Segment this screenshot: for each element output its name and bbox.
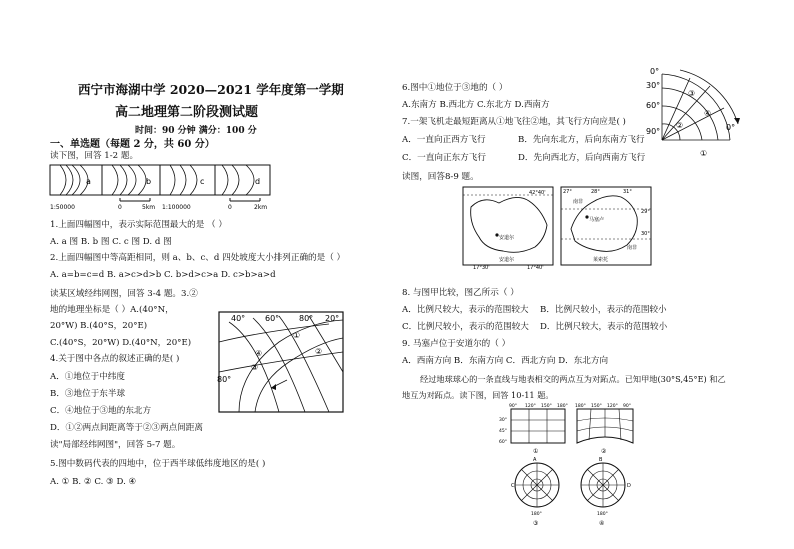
lesotho-coord-1: 27° — [563, 189, 572, 195]
proj-panel-3: ③ — [533, 520, 539, 527]
q3-intro-line3: 20°W) B.(40°S，20°E) — [50, 321, 148, 331]
q5-intro: 读"局部经纬网图"，回答 5-7 题。 — [50, 440, 181, 450]
proj-tl-2: 120° — [525, 404, 536, 409]
q1-stem: 1.上面四幅图中，表示实际范围最大的是 （ ） — [50, 220, 227, 230]
q7-option-d: D．先向西北方，后向西南方飞行 — [518, 153, 646, 163]
fig1-letter-c: c — [200, 177, 205, 186]
q8-option-a: A．比例尺较大，表示的范围较大 — [402, 305, 529, 315]
andorra-coord-1: 42°40' — [529, 190, 546, 196]
polar-point-3: ③ — [688, 89, 696, 98]
q7-option-b: B．先向东北方，后向东南方飞行 — [518, 135, 645, 145]
polar-lat-60: 60° — [646, 101, 661, 110]
graticule-point-2: ② — [315, 347, 323, 356]
q3-intro-line4: C.(40°S，20°W) D.(40°N，20°E) — [50, 338, 192, 348]
proj-circle-b: B — [599, 457, 603, 463]
lesotho-coord-4: 30° — [641, 231, 650, 237]
polar-lat-30: 30° — [646, 81, 661, 90]
q8-stem: 8. 与图甲比较，图乙所示（ ） — [402, 288, 519, 298]
school-title: 西宁市海湖中学 2020—2021 学年度第一学期 — [78, 82, 344, 97]
projection-figures — [499, 403, 637, 527]
q4-stem: 4.关于图中各点的叙述正确的是( ) — [50, 354, 180, 364]
exam-title: 高二地理第二阶段测试题 — [115, 105, 259, 120]
proj-side-3: 60° — [499, 440, 507, 445]
lesotho-coord-3: 29° — [641, 209, 650, 215]
lesotho-caption: 莱索托 — [593, 257, 609, 263]
proj-tr-4: 90° — [623, 404, 631, 409]
q10-intro-line1: 经过地球球心的一条直线与地表相交的两点互为对跖点。已知甲地(30°S,45°E) 和乙 — [420, 374, 726, 384]
polar-point-4: ④ — [704, 109, 712, 118]
polar-sector-map — [640, 68, 740, 168]
proj-tl-4: 180° — [557, 404, 568, 409]
q2-options: A. a=b=c=d B. a>c>d>b C. b>d>c>a D. c>b>a>d — [50, 270, 276, 280]
polar-point-1: ① — [700, 149, 708, 158]
fig1-scale-5: 0 — [228, 204, 232, 211]
q8-intro: 读图，回答8-9 题。 — [402, 172, 479, 182]
proj-side-1: 30° — [499, 418, 507, 423]
q10-intro-line2: 地互为对跖点。读下图，回答 10-11 题。 — [402, 390, 554, 400]
proj-side-2: 45° — [499, 429, 507, 434]
lesotho-label-2: 马塞卢 — [589, 217, 605, 223]
fig1-letter-a: a — [86, 177, 91, 186]
q1-options: A. a 图 B. b 图 C. c 图 D. d 图 — [50, 237, 172, 247]
proj-circle-a: A — [533, 457, 537, 463]
proj-circle-d: D — [627, 483, 631, 489]
q8-option-d: D．比例尺较大，表示的范围较小 — [540, 322, 668, 332]
q5-stem: 5.图中数码代表的四地中，位于西半球低纬度地区的是( ) — [50, 459, 266, 469]
q3-intro-line2: 地的地理坐标是（ ）A.(40°N， — [50, 305, 174, 315]
q5-options: A. ① B. ② C. ③ D. ④ — [50, 477, 137, 487]
q8-option-b: B．比例尺较小，表示的范围较小 — [540, 305, 667, 315]
graticule-lon-60: 60° — [265, 314, 280, 323]
q6-options: A.东南方 B.西北方 C.东北方 D.西南方 — [402, 100, 550, 110]
proj-tr-2: 150° — [591, 404, 602, 409]
q9-options: A．西南方向 B．东南方向 C．西北方向 D．东北方向 — [402, 356, 609, 366]
q8-option-c: C．比例尺较小，表示的范围较大 — [402, 322, 529, 332]
proj-bottom-2: 180° — [597, 512, 608, 517]
q7-option-c: C．一直向正东方飞行 — [402, 153, 486, 163]
proj-tr-1: 180° — [575, 404, 586, 409]
proj-tl-3: 150° — [541, 404, 552, 409]
q4-option-a: A．①地位于中纬度 — [50, 372, 125, 382]
graticule-lon-20: 20° — [325, 314, 340, 323]
andorra-coord-2: 17°30' — [473, 265, 490, 271]
q3-intro-line1: 读某区域经纬网图，回答 3-4 题。3.② — [50, 289, 198, 299]
proj-circle-c: C — [511, 483, 515, 489]
q4-option-b: B．③地位于东半球 — [50, 389, 126, 399]
q4-option-d: D．①②两点间距离等于②③两点间距离 — [50, 423, 203, 433]
proj-bottom-1: 180° — [531, 512, 542, 517]
proj-tl-1: 90° — [509, 404, 517, 409]
section-heading: 一、单选题（每题 2 分，共 60 分） — [50, 139, 215, 150]
proj-panel-2: ② — [601, 448, 607, 455]
fig1-scale-6: 2km — [254, 204, 268, 211]
andorra-caption: 安道尔 — [499, 257, 515, 263]
q9-stem: 9. 马塞卢位于安道尔的（ ） — [402, 339, 511, 349]
polar-lon-0: 0° — [726, 123, 736, 132]
graticule-lon-80: 80° — [299, 314, 314, 323]
contour-figure — [50, 165, 270, 215]
lesotho-coord-2: 28° — [591, 189, 600, 195]
graticule-point-4: ④ — [255, 349, 263, 358]
lesotho-map — [561, 187, 651, 269]
andorra-coord-3: 17°40' — [527, 265, 544, 271]
graticule-lat-80: 80° — [217, 375, 232, 384]
polar-point-2: ② — [676, 121, 684, 130]
time-score: 时间：90 分钟 满分：100 分 — [135, 126, 257, 136]
q7-option-a: A．一直向正西方飞行 — [402, 135, 486, 145]
q4-option-c: C．④地位于③地的东北方 — [50, 406, 152, 416]
q6-stem: 6.图中①地位于③地的（ ） — [402, 83, 508, 93]
polar-lat-90: 90° — [646, 127, 661, 136]
graticule-map — [219, 312, 343, 412]
proj-tr-3: 120° — [607, 404, 618, 409]
fig1-scale-3: 5km — [142, 204, 156, 211]
section-intro: 读下图，回答 1-2 题。 — [50, 151, 139, 161]
fig1-scale-2: 0 — [118, 204, 122, 211]
lesotho-label-3: 南非 — [627, 245, 638, 251]
fig1-scale-1: 1:50000 — [50, 204, 75, 211]
andorra-city: 安道尔 — [499, 235, 515, 241]
andorra-map — [463, 187, 553, 269]
proj-panel-1: ① — [533, 448, 539, 455]
proj-panel-4: ④ — [599, 520, 605, 527]
graticule-lon-40: 40° — [231, 314, 246, 323]
fig1-letter-b: b — [146, 177, 152, 186]
graticule-point-1: ① — [293, 331, 301, 340]
lesotho-coord-5: 31° — [623, 189, 632, 195]
fig1-letter-d: d — [255, 177, 261, 186]
polar-lat-0: 0° — [650, 67, 660, 76]
graticule-point-3: ③ — [251, 363, 259, 372]
lesotho-label-1: 南非 — [573, 199, 584, 205]
q7-stem: 7.一架飞机走最短距离从①地飞往②地，其飞行方向应是( ) — [402, 117, 626, 127]
fig1-scale-4: 1:100000 — [162, 204, 191, 211]
q2-stem: 2.上面四幅图中等高距相同，则 a、b、c、d 四处坡度大小排列正确的是（ ） — [50, 253, 346, 263]
